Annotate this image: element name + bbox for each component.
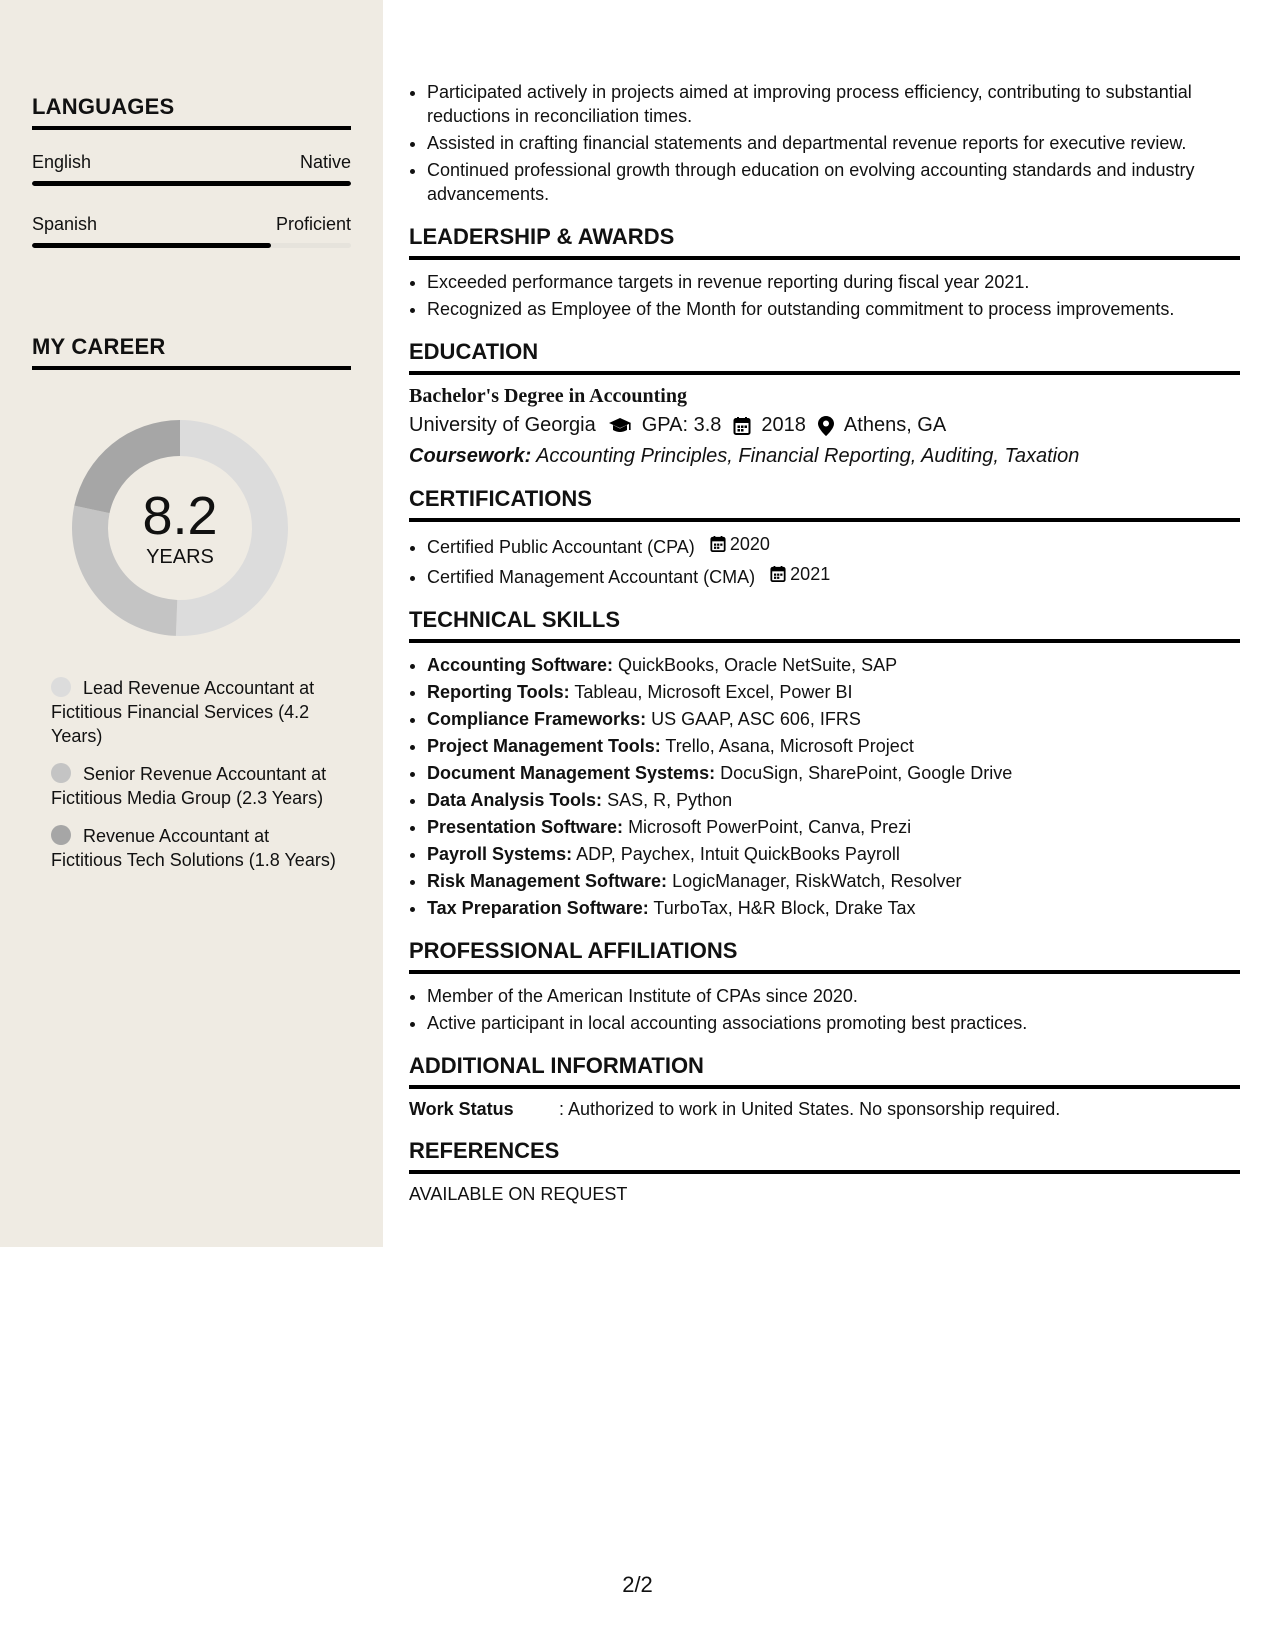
skill-item [427,761,1240,785]
skill-item [427,788,1240,812]
skill-label: Presentation Software: [427,817,624,837]
school-name: University of Georgia [409,414,596,436]
skill-item [427,680,1240,704]
location-pin-icon [818,416,834,436]
skill-item [427,842,1240,866]
skill-value: TurboTax, H&R Block, Drake Tax [653,898,916,918]
experience-bullets [409,80,1240,206]
skill-item [427,815,1240,839]
graduation-cap-icon [608,417,632,435]
references-title: REFERENCES [409,1138,1240,1174]
leadership-title: LEADERSHIP & AWARDS [409,224,1240,260]
career-legend-dot [51,825,71,845]
affiliation-item: • Member of the American Institute of CPAs since 2020. [427,984,1240,1008]
career-list [51,676,341,886]
references-text: AVAILABLE ON REQUEST [409,1184,628,1204]
skill-item [427,869,1240,893]
skill-label: Data Analysis Tools: [427,790,603,810]
certification-year: 2021 [790,564,831,584]
leadership-item: • Recognized as Employee of the Month for outstanding commitment to process improvements. [427,297,1240,321]
certifications-title: CERTIFICATIONS [409,486,1240,522]
skill-value: Trello, Asana, Microsoft Project [665,736,914,756]
career-item [51,762,341,810]
education-title: EDUCATION [409,339,1240,375]
skill-label: Document Management Systems: [427,763,716,783]
sidebar [0,0,383,1247]
work-status-label: Work Status [409,1099,514,1119]
language-name: Spanish [32,214,98,234]
career-item-text: Senior Revenue Accountant at Fictitious Media Group (2.3 Years) [51,764,327,808]
skill-value: QuickBooks, Oracle NetSuite, SAP [618,655,898,675]
career-donut-chart [66,414,294,642]
skill-value: LogicManager, RiskWatch, Resolver [672,871,962,891]
certification-item [427,562,1240,589]
skills-title: TECHNICAL SKILLS [409,607,1240,643]
skill-item [427,896,1240,920]
career-unit: YEARS [146,545,214,568]
affiliation-item: • Active participant in local accounting associations promoting best practices. [427,1011,1240,1035]
gpa: GPA: 3.8 [641,414,722,436]
skill-label: Project Management Tools: [427,736,661,756]
skills-list [409,653,1240,920]
affiliations-list [409,984,1240,1035]
skill-label: Compliance Frameworks: [427,709,647,729]
graduation-year: 2018 [761,414,806,436]
school-location: Athens, GA [843,414,947,436]
language-proficiency-fill [32,181,351,186]
experience-bullet: • Participated actively in projects aimed at improving process efficiency, contributing to substantial reductions in reconciliation times. [427,80,1240,128]
additional-info-title: ADDITIONAL INFORMATION [409,1053,1240,1089]
affiliations-title: PROFESSIONAL AFFILIATIONS [409,938,1240,974]
skill-value: Tableau, Microsoft Excel, Power BI [574,682,853,702]
degree-name: Bachelor's Degree in Accounting [409,385,687,407]
certification-name: Certified Management Accountant (CMA) [427,567,756,587]
skill-item [427,734,1240,758]
skill-label: Tax Preparation Software: [427,898,649,918]
career-item [51,676,341,748]
experience-bullet: • Continued professional growth through education on evolving accounting standards and industry advancements. [427,158,1240,206]
leadership-list [409,270,1240,321]
coursework-label: Coursework: [409,445,532,467]
certification-year: 2020 [729,534,770,554]
career-total-years: 8.2 [142,485,218,546]
skill-value: DocuSign, SharePoint, Google Drive [720,763,1013,783]
work-status [409,1099,1240,1120]
language-spanish [32,214,351,248]
career-section [32,334,351,370]
calendar-icon [770,565,786,583]
career-title: MY CAREER [32,334,351,370]
skill-value: US GAAP, ASC 606, IFRS [651,709,861,729]
work-status-value: : Authorized to work in United States. No sponsorship required. [559,1099,1061,1119]
language-proficiency-bar [32,243,351,248]
career-item-text: Lead Revenue Accountant at Fictitious Financial Services (4.2 Years) [51,678,315,746]
language-name: English [32,152,92,172]
skill-value: Microsoft PowerPoint, Canva, Prezi [628,817,912,837]
career-item [51,824,341,872]
leadership-item: • Exceeded performance targets in revenue reporting during fiscal year 2021. [427,270,1240,294]
career-legend-dot [51,763,71,783]
skill-label: Payroll Systems: [427,844,573,864]
languages-section [32,94,351,248]
certification-item [427,532,1240,559]
language-english [32,152,351,186]
page-number: 2/2 [622,1572,653,1597]
main-content [409,80,1240,1205]
career-item-text: Revenue Accountant at Fictitious Tech Solutions (1.8 Years) [51,826,336,870]
language-proficiency-fill [32,243,271,248]
skill-label: Risk Management Software: [427,871,668,891]
language-proficiency-bar [32,181,351,186]
languages-title: LANGUAGES [32,94,351,130]
language-level: Native [299,152,351,172]
career-donut-center [66,414,294,642]
coursework [409,445,1240,468]
language-level: Proficient [275,214,351,234]
skill-label: Accounting Software: [427,655,614,675]
education-details [409,414,1240,437]
career-legend-dot [51,677,71,697]
skill-value: SAS, R, Python [607,790,733,810]
skill-value: ADP, Paychex, Intuit QuickBooks Payroll [576,844,900,864]
certifications-list [409,532,1240,589]
calendar-icon [733,416,751,436]
skill-item [427,653,1240,677]
skill-item [427,707,1240,731]
calendar-icon [710,535,726,553]
skill-label: Reporting Tools: [427,682,570,702]
experience-bullet: • Assisted in crafting financial statements and departmental revenue reports for executive review. [427,131,1240,155]
certification-name: Certified Public Accountant (CPA) [427,537,695,557]
coursework-list: Accounting Principles, Financial Reporting, Auditing, Taxation [536,445,1080,467]
